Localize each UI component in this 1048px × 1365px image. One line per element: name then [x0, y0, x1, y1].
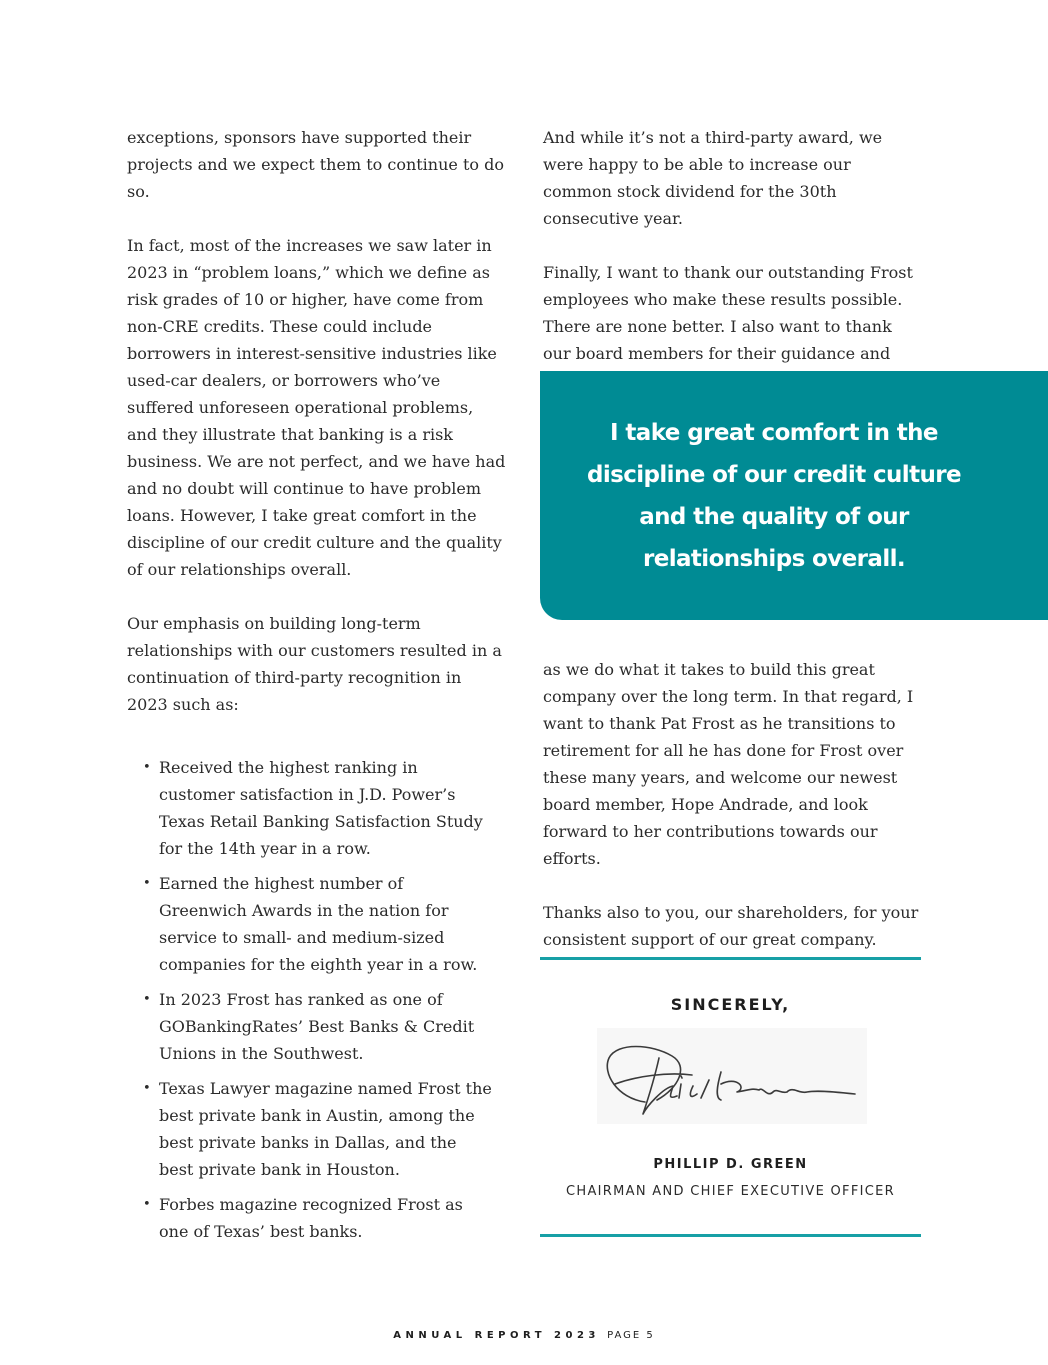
body-paragraph: as we do what it takes to build this great company over the long term. In that regard, I want to thank Pat Frost as he transitions to retirement for all he has done for Frost over these many years, and welcome our newest board member, Hope Andrade, and look forward to her contributions towards our efforts.: [543, 660, 914, 868]
divider-top: [540, 957, 921, 960]
signature-icon: [597, 1028, 867, 1124]
left-column: [127, 124, 507, 1253]
award-text: In 2023 Frost has ranked as one of GOBankingRates’ Best Banks & Credit Unions in the Southwest.: [159, 990, 475, 1063]
page-number: PAGE 5: [607, 1330, 655, 1341]
bullet-icon: •: [143, 876, 151, 891]
award-text: Forbes magazine recognized Frost as one of Texas’ best banks.: [159, 1195, 463, 1241]
salutation: SINCERELY,: [670, 995, 791, 1014]
bullet-icon: •: [143, 1197, 151, 1212]
list-item: [143, 870, 493, 978]
pull-quote-box: [540, 371, 1048, 620]
body-paragraph: Finally, I want to thank our outstanding Frost employees who make these results possible. There are none better. I also want to thank our board members for their guidance and: [543, 263, 913, 363]
list-item: [143, 1075, 493, 1183]
list-item: [143, 754, 493, 862]
awards-list: [143, 754, 493, 1245]
body-paragraph: exceptions, sponsors have supported their projects and we expect them to continue to do so.: [127, 128, 504, 201]
signature-drawing: [597, 1028, 867, 1124]
body-paragraph: In fact, most of the increases we saw later in 2023 in “problem loans,” which we define as risk grades of 10 or higher, have come from non-CRE credits. These could include borrowers in interest-sensitive industries like used-car dealers, or borrowers who’ve suffered unforeseen operational problems, and they illustrate that banking is a risk business. We are not perfect, and we have had and no doubt will continue to have problem loans. However, I take great comfort in the discipline of our credit culture and the quality of our relationships overall.: [127, 236, 506, 579]
bullet-icon: •: [143, 992, 151, 1007]
body-paragraph: And while it’s not a third-party award, we were happy to be able to increase our common stock dividend for the 30th consecutive year.: [543, 128, 883, 228]
divider-bottom: [540, 1234, 921, 1237]
body-paragraph: Thanks also to you, our shareholders, for your consistent support of our great company.: [543, 903, 919, 949]
list-item: [143, 1191, 493, 1245]
pull-quote: I take great comfort in the discipline of our credit culture and the quality of our relationships overall.: [586, 419, 962, 572]
award-text: Earned the highest number of Greenwich Awards in the nation for service to small- and medium-sized companies for the eighth year in a row.: [159, 874, 478, 974]
bullet-icon: •: [143, 1081, 151, 1096]
list-item: [143, 986, 493, 1067]
signer-title: CHAIRMAN AND CHIEF EXECUTIVE OFFICER: [566, 1184, 895, 1199]
report-label: ANNUAL REPORT 2023: [393, 1330, 600, 1341]
right-column-top: [543, 124, 923, 394]
right-column-bottom: [543, 656, 923, 953]
award-text: Texas Lawyer magazine named Frost the best private bank in Austin, among the best private banks in Dallas, and the best private bank in Houston.: [159, 1079, 492, 1179]
bullet-icon: •: [143, 760, 151, 775]
award-text: Received the highest ranking in customer satisfaction in J.D. Power’s Texas Retail Banking Satisfaction Study for the 14th year in a row.: [159, 758, 483, 858]
body-paragraph: Our emphasis on building long-term relationships with our customers resulted in a continuation of third-party recognition in 2023 such as:: [127, 614, 502, 714]
signer-name: PHILLIP D. GREEN: [653, 1157, 808, 1172]
page-footer: [0, 1330, 1048, 1341]
